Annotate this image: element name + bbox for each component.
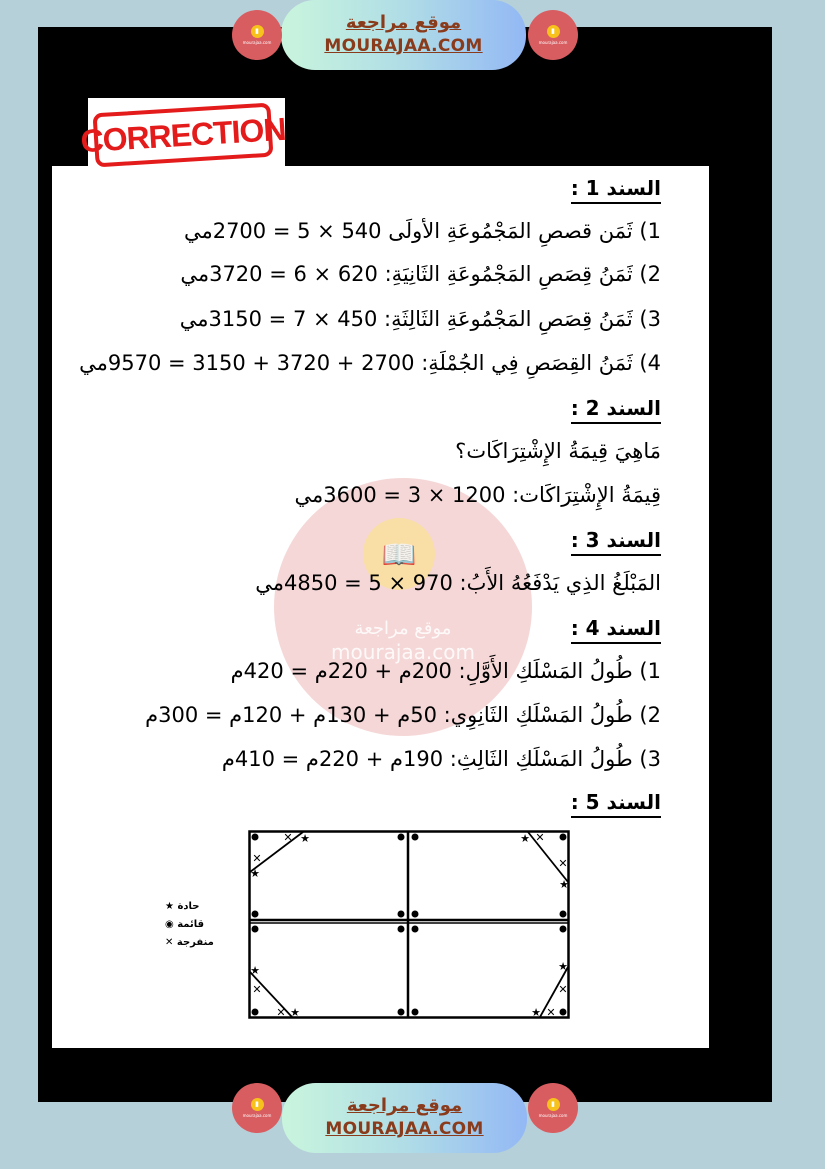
- badge-text: mourajaa.com: [242, 1113, 272, 1118]
- section-4-line-2: 2) طُولُ المَسْلَكِ الثَانِوِي: 50م + 130م + 120م = 300م: [145, 703, 661, 727]
- angle-legend: [165, 898, 214, 952]
- section-1-line-2: 2) ثَمَنُ قِصَصِ المَجْمُوعَةِ الثَانِيَةِ: 620 × 6 = 3720مي: [180, 262, 661, 286]
- site-name-en[interactable]: MOURAJAA.COM: [325, 1119, 484, 1139]
- book-icon: ▮: [547, 1098, 560, 1111]
- svg-text:★: ★: [300, 832, 310, 845]
- badge-text: mourajaa.com: [538, 1113, 568, 1118]
- section-2-line-1: مَاهِيَ قِيمَةُ الإِشْتِرَاكَات؟: [455, 439, 661, 463]
- watermark-text-en: mourajaa.com: [330, 640, 475, 664]
- book-icon: ▮: [547, 25, 560, 38]
- site-name-en[interactable]: MOURAJAA.COM: [324, 36, 483, 56]
- section-1-heading: السند 1 :: [571, 174, 661, 204]
- section-3-heading: السند 3 :: [571, 526, 661, 556]
- svg-text:★: ★: [250, 964, 260, 977]
- section-2-heading: السند 2 :: [571, 394, 661, 424]
- site-badge-left-bottom[interactable]: [232, 1083, 282, 1133]
- section-1-line-4: 4) ثَمَنُ القِصَصِ فِي الجُمْلَةِ: 2700 + 3720 + 3150 = 9570مي: [79, 351, 661, 375]
- badge-text: mourajaa.com: [538, 40, 568, 45]
- correction-stamp-box: [79, 98, 287, 166]
- site-name-ar: موقع مراجعة: [346, 1095, 463, 1116]
- correction-stamp: CORRECTION: [93, 103, 274, 168]
- open-book-icon: 📖: [363, 518, 435, 590]
- svg-text:✕: ✕: [283, 831, 293, 844]
- svg-text:✕: ✕: [276, 1006, 286, 1019]
- svg-text:★: ★: [558, 960, 568, 973]
- site-badge-right[interactable]: [528, 10, 578, 60]
- star-icon: ★: [165, 901, 174, 912]
- site-badge-left[interactable]: [232, 10, 282, 60]
- svg-text:✕: ✕: [558, 857, 568, 870]
- section-5-heading: السند 5 :: [571, 788, 661, 818]
- watermark-text-ar: موقع مراجعة: [354, 618, 452, 639]
- svg-text:✕: ✕: [558, 983, 568, 996]
- cross-icon: ✕: [165, 937, 174, 948]
- book-icon: ▮: [251, 25, 264, 38]
- site-banner-top[interactable]: [281, 0, 526, 70]
- section-4-line-3: 3) طُولُ المَسْلَكِ الثَالِثِ: 190م + 220م = 410م: [221, 747, 661, 771]
- legend-item-right: ◉ قائمة: [165, 919, 205, 930]
- legend-item-acute: ★ حادة: [165, 901, 200, 912]
- svg-text:✕: ✕: [252, 983, 262, 996]
- section-2-line-2: قِيمَةُ الإِشْتِرَاكَات: 1200 × 3 = 3600مي: [294, 483, 661, 507]
- section-3-line-1: المَبْلَغُ الذِي يَدْفَعُهُ الأَبُ: 970 × 5 = 4850مي: [255, 571, 661, 595]
- svg-text:★: ★: [531, 1006, 541, 1019]
- section-4-heading: السند 4 :: [571, 614, 661, 644]
- section-4-line-1: 1) طُولُ المَسْلَكِ الأَوَّلِ: 200م + 220م = 420م: [230, 659, 661, 683]
- section-1-line-1: 1) ثَمَن قصصِ المَجْمُوعَةِ الأولَى 540 × 5 = 2700مي: [183, 219, 661, 243]
- svg-text:✕: ✕: [252, 852, 262, 865]
- svg-text:★: ★: [520, 832, 530, 845]
- circle-dot-icon: ◉: [165, 919, 174, 930]
- site-name-ar: موقع مراجعة: [345, 12, 462, 33]
- legend-item-obtuse: ✕ منفرجة: [165, 937, 214, 948]
- svg-text:★: ★: [250, 867, 260, 880]
- angles-diagram: [248, 830, 570, 1019]
- section-1-line-3: 3) ثَمَنُ قِصَصِ المَجْمُوعَةِ الثَالِثَةِ: 450 × 7 = 3150مي: [179, 307, 661, 331]
- svg-text:★: ★: [559, 878, 569, 891]
- svg-text:✕: ✕: [546, 1006, 556, 1019]
- site-badge-right-bottom[interactable]: [528, 1083, 578, 1133]
- badge-text: mourajaa.com: [242, 40, 272, 45]
- site-banner-bottom[interactable]: [282, 1083, 527, 1153]
- book-icon: ▮: [251, 1098, 264, 1111]
- svg-text:★: ★: [290, 1006, 300, 1019]
- svg-text:✕: ✕: [535, 831, 545, 844]
